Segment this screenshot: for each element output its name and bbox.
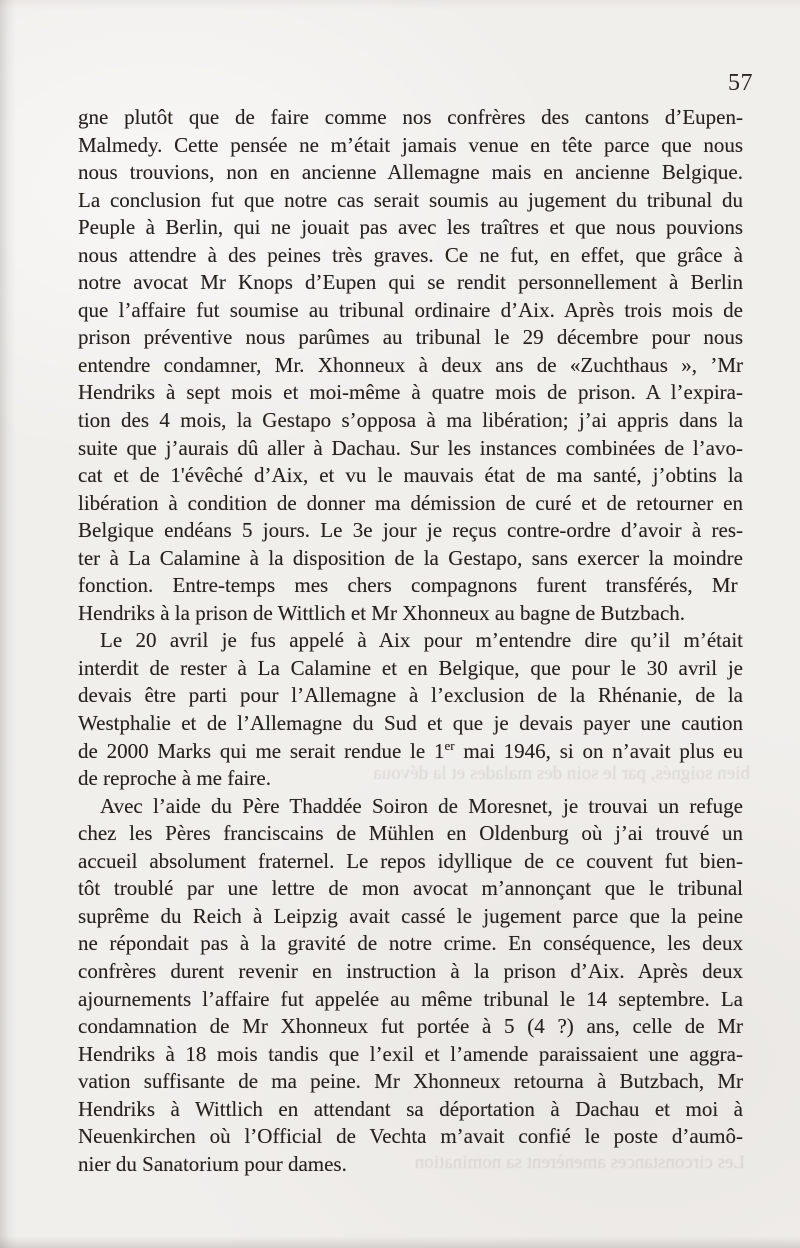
text-line: accueil absolument fraternel. Le repos idyllique de ce couvent fut bien- [78, 848, 743, 873]
text-line: Avec l’aide du Père Thaddée Soiron de Moresnet, je trouvai un refuge [100, 793, 743, 818]
text-line: notre avocat Mr Knops d’Eupen qui se rendit personnellement à Berlin [78, 270, 743, 295]
text-line: interdit de rester à La Calamine et en Belgique, que pour le 30 avril je [78, 655, 743, 680]
text-line: ne répondait pas à la gravité de notre crime. En conséquence, les deux [78, 931, 743, 956]
text-line: tôt troublé par une lettre de mon avocat m’annonçant que le tribunal [78, 876, 743, 901]
text-line: vation suffisante de ma peine. Mr Xhonneux retourna à Butzbach, Mr [78, 1069, 743, 1094]
text-line: Neuenkirchen où l’Official de Vechta m’avait confié le poste d’aumô- [78, 1124, 743, 1149]
text-line: que l’affaire fut soumise au tribunal ordinaire d’Aix. Après trois mois de [78, 297, 743, 322]
text-line: nier du Sanatorium pour dames. [78, 1151, 347, 1176]
text-line: La conclusion fut que notre cas serait soumis au jugement du tribunal du [78, 187, 743, 212]
text-line: entendre condamner, Mr. Xhonneux à deux ans de «Zuchthaus », ’Mr [78, 352, 743, 377]
text-line: fonction. Entre-temps mes chers compagnons furent transférés, Mr [78, 573, 738, 598]
text-line: de 2000 Marks qui me serait rendue le 1er mai 1946, si on n’avait plus eu [78, 737, 743, 763]
text-block [78, 104, 743, 1178]
text-line: Westphalie et de l’Allemagne du Sud et que je devais payer une caution [78, 711, 743, 736]
text-line: tion des 4 mois, la Gestapo s’opposa à ma libération; j’ai appris dans la [78, 408, 743, 433]
text-line: suprême du Reich à Leipzig avait cassé le jugement parce que la peine [78, 903, 743, 928]
text-line: confrères durent revenir en instruction à la prison d’Aix. Après deux [78, 958, 743, 983]
text-line: de reproche à me faire. [78, 766, 271, 791]
text-line: nous trouvions, non en ancienne Allemagne mais en ancienne Belgique. [78, 160, 743, 185]
text-line: ter à La Calamine à la disposition de la Gestapo, sans exercer la moindre [78, 545, 743, 570]
text-line: Peuple à Berlin, qui ne jouait pas avec les traîtres et que nous pouvions [78, 215, 743, 240]
text-line: chez les Pères franciscains de Mühlen en Oldenburg où j’ai trouvé un [78, 821, 743, 846]
text-line: condamnation de Mr Xhonneux fut portée à 5 (4 ?) ans, celle de Mr [78, 1014, 743, 1039]
text-line: gne plutôt que de faire comme nos confrères des cantons d’Eupen- [78, 105, 743, 129]
text-line: devais être parti pour l’Allemagne à l’exclusion de la Rhénanie, de la [78, 683, 743, 708]
page-edge-shading-bottom [0, 1236, 800, 1248]
text-line: Hendriks à la prison de Wittlich et Mr Xhonneux au bagne de Butzbach. [78, 600, 686, 625]
text-line: nous attendre à des peines très graves. Ce ne fut, en effet, que grâce à [78, 242, 743, 267]
page-edge-shading-left [0, 0, 16, 1248]
text-line: prison préventive nous parûmes au tribunal le 29 décembre pour nous [78, 325, 743, 350]
text-line: Belgique endéans 5 jours. Le 3e jour je reçus contre-ordre d’avoir à res- [78, 518, 743, 543]
bleedthrough-text: Les circonstances amenèrent sa nomination [414, 1152, 745, 1173]
text-line: Malmedy. Cette pensée ne m’était jamais venue en tête parce que nous [78, 132, 743, 157]
bleedthrough-text: bien soignés, par le soin des malades et la dévoua [373, 763, 750, 784]
text-line: suite que j’aurais dû aller à Dachau. Sur les instances combinées de l’avo- [78, 435, 743, 460]
page-number: 57 [728, 70, 753, 96]
text-line: libération à condition de donner ma démission de curé et de retourner en [78, 490, 743, 515]
text-line: cat et de 1'évêché d’Aix, et vu le mauvais état de ma santé, j’obtins la [78, 463, 743, 488]
text-line: Le 20 avril je fus appelé à Aix pour m’entendre dire qu’il m’était [100, 628, 743, 653]
text-line: ajournements l’affaire fut appelée au même tribunal le 14 septembre. La [78, 986, 743, 1011]
text-line: Hendriks à 18 mois tandis que l’exil et l’amende paraissaient une aggra- [78, 1041, 743, 1066]
page-edge-shading-top [0, 0, 800, 10]
text-line: Hendriks à Wittlich en attendant sa déportation à Dachau et moi à [78, 1096, 743, 1121]
text-line: Hendriks à sept mois et moi-même à quatre mois de prison. A l’expira- [78, 380, 743, 405]
